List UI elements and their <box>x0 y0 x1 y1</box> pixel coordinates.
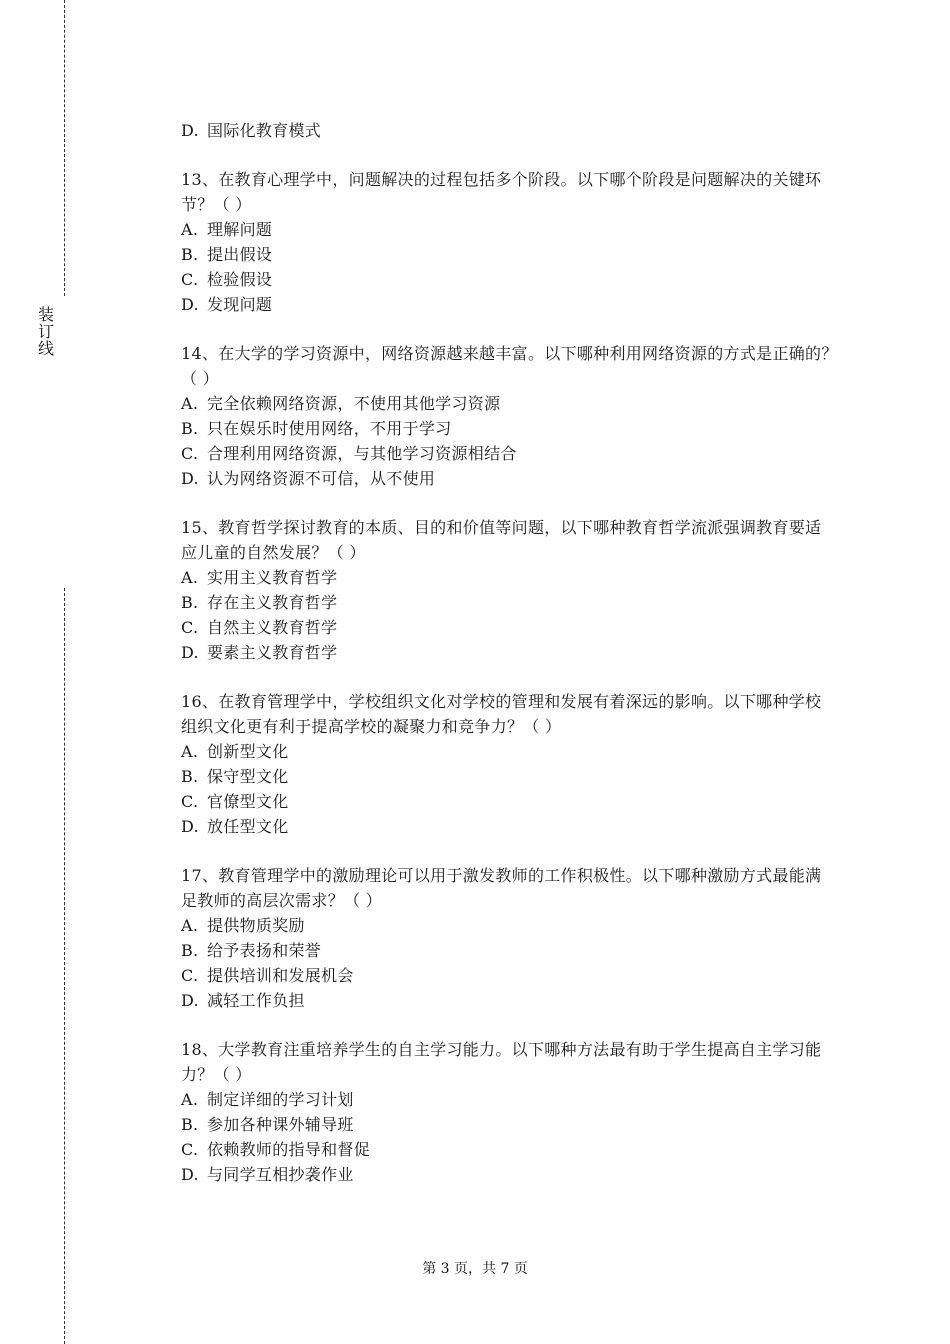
option-letter: A. <box>181 916 199 935</box>
option-d <box>181 640 853 665</box>
question-list <box>181 118 853 1187</box>
option-letter: C. <box>181 618 199 637</box>
option-letter: B. <box>181 593 199 612</box>
binding-char: 线 <box>37 339 54 358</box>
option-text: 依赖教师的指导和督促 <box>207 1140 371 1159</box>
option-letter: D. <box>181 991 199 1010</box>
option-text: 国际化教育模式 <box>207 121 322 140</box>
question-16 <box>181 689 853 839</box>
option-letter: A. <box>181 1090 199 1109</box>
option-c <box>181 789 853 814</box>
option-b <box>181 590 853 615</box>
option-a <box>181 1087 853 1112</box>
option-c <box>181 267 853 292</box>
option-text: 理解问题 <box>207 220 273 239</box>
option-text: 检验假设 <box>207 270 273 289</box>
option-letter: C. <box>181 270 199 289</box>
option-letter: D. <box>181 1165 199 1184</box>
option-letter: A. <box>181 568 199 587</box>
option-letter: A. <box>181 394 199 413</box>
option-letter: A. <box>181 220 199 239</box>
binding-line-top <box>64 0 65 296</box>
option-text: 官僚型文化 <box>207 792 289 811</box>
option-letter: B. <box>181 767 199 786</box>
option-letter: B. <box>181 941 199 960</box>
option-a <box>181 739 853 764</box>
option-text: 实用主义教育哲学 <box>207 568 338 587</box>
binding-line-bottom <box>64 588 65 1344</box>
option-b <box>181 938 853 963</box>
option-letter: D. <box>181 817 199 836</box>
option-text: 创新型文化 <box>207 742 289 761</box>
option-c <box>181 963 853 988</box>
question-stem-line: 15、教育哲学探讨教育的本质、目的和价值等问题，以下哪种教育哲学流派强调教育要适 <box>181 518 822 537</box>
question-14 <box>181 341 853 491</box>
carryover-option <box>181 118 853 143</box>
option-text: 只在娱乐时使用网络，不用于学习 <box>207 419 452 438</box>
option-letter: D. <box>181 295 199 314</box>
question-stem-line: 16、在教育管理学中，学校组织文化对学校的管理和发展有着深远的影响。以下哪种学校 <box>181 692 822 711</box>
option-text: 要素主义教育哲学 <box>207 643 338 662</box>
option-text: 合理利用网络资源，与其他学习资源相结合 <box>207 444 517 463</box>
question-stem-line: 14、在大学的学习资源中，网络资源越来越丰富。以下哪种利用网络资源的方式是正确的？ <box>181 344 838 363</box>
option-a <box>181 565 853 590</box>
option-d <box>181 814 853 839</box>
option-letter: B. <box>181 245 199 264</box>
option-text: 给予表扬和荣誉 <box>207 941 322 960</box>
option-text: 保守型文化 <box>207 767 289 786</box>
option-text: 参加各种课外辅导班 <box>207 1115 354 1134</box>
option-text: 减轻工作负担 <box>207 991 305 1010</box>
option-letter: C. <box>181 792 199 811</box>
option-letter: D. <box>181 469 199 488</box>
option-c <box>181 615 853 640</box>
option-text: 放任型文化 <box>207 817 289 836</box>
option-d <box>181 988 853 1013</box>
option-a <box>181 913 853 938</box>
option-letter: C. <box>181 966 199 985</box>
question-stem-line: 18、大学教育注重培养学生的自主学习能力。以下哪种方法最有助于学生提高自主学习能 <box>181 1040 822 1059</box>
option-b <box>181 242 853 267</box>
binding-char: 装 <box>37 305 54 324</box>
option-text: 与同学互相抄袭作业 <box>207 1165 354 1184</box>
question-17 <box>181 863 853 1013</box>
question-stem-line: 组织文化更有利于提高学校的凝聚力和竞争力？（ ） <box>181 717 562 736</box>
question-13 <box>181 167 853 317</box>
question-15 <box>181 515 853 665</box>
option-c <box>181 1137 853 1162</box>
option-d <box>181 466 853 491</box>
option-d <box>181 1162 853 1187</box>
option-letter: C. <box>181 444 199 463</box>
option-letter: D. <box>181 121 199 140</box>
option-text: 提出假设 <box>207 245 273 264</box>
binding-char: 订 <box>37 322 54 341</box>
option-d <box>181 292 853 317</box>
option-letter: C. <box>181 1140 199 1159</box>
option-text: 提供培训和发展机会 <box>207 966 354 985</box>
option-text: 自然主义教育哲学 <box>207 618 338 637</box>
option-a <box>181 217 853 242</box>
option-text: 提供物质奖励 <box>207 916 305 935</box>
option-b <box>181 1112 853 1137</box>
option-text: 完全依赖网络资源，不使用其他学习资源 <box>207 394 501 413</box>
option-letter: B. <box>181 419 199 438</box>
question-stem-line: 足教师的高层次需求？（ ） <box>181 891 382 910</box>
binding-label <box>36 306 56 357</box>
option-letter: D. <box>181 643 199 662</box>
option-b <box>181 764 853 789</box>
question-stem-line: 13、在教育心理学中，问题解决的过程包括多个阶段。以下哪个阶段是问题解决的关键环 <box>181 170 822 189</box>
question-stem-line: 17、教育管理学中的激励理论可以用于激发教师的工作积极性。以下哪种激励方式最能满 <box>181 866 822 885</box>
option-letter: A. <box>181 742 199 761</box>
question-stem-line: 节？（ ） <box>181 195 252 214</box>
question-stem-line: 应儿童的自然发展？（ ） <box>181 543 366 562</box>
question-stem-line: 力？（ ） <box>181 1065 252 1084</box>
question-18 <box>181 1037 853 1187</box>
option-c <box>181 441 853 466</box>
option-letter: B. <box>181 1115 199 1134</box>
option-a <box>181 391 853 416</box>
option-text: 制定详细的学习计划 <box>207 1090 354 1109</box>
option-text: 认为网络资源不可信，从不使用 <box>207 469 436 488</box>
option-text: 发现问题 <box>207 295 273 314</box>
option-b <box>181 416 853 441</box>
question-stem-line: （ ） <box>181 369 219 388</box>
page-footer: 第 3 页，共 7 页 <box>422 1261 528 1277</box>
option-text: 存在主义教育哲学 <box>207 593 338 612</box>
